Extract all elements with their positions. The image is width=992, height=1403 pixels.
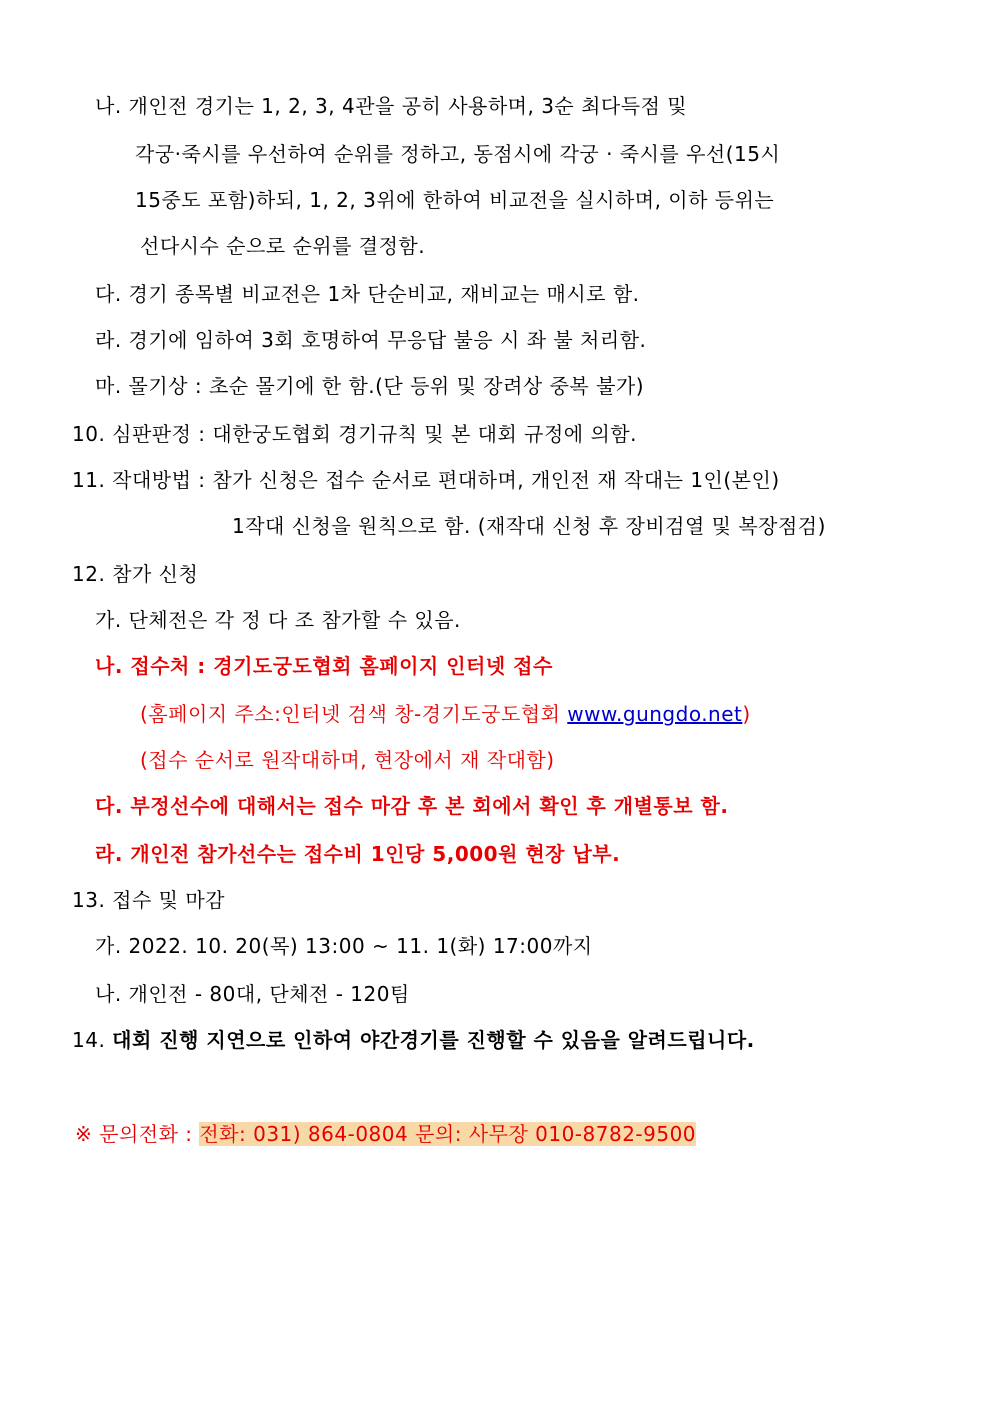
rule-13-ga: 가. 2022. 10. 20(목) 13:00 ~ 11. 1(화) 17:00까지 <box>95 934 593 958</box>
rule-9-na-cont-2: 15중도 포함)하되, 1, 2, 3위에 한하여 비교전을 실시하며, 이하 등위는 <box>135 188 775 212</box>
rule-13-heading: 13. 접수 및 마감 <box>72 888 225 912</box>
rule-9-da: 다. 경기 종목별 비교전은 1차 단순비교, 재비교는 매시로 함. <box>95 282 640 306</box>
rule-9-na-cont-3: 선다시수 순으로 순위를 결정함. <box>140 234 426 258</box>
contact-line <box>75 1120 696 1148</box>
rule-11: 11. 작대방법 : 참가 신청은 접수 순서로 편대하며, 개인전 재 작대는 1인(본인) <box>72 468 780 492</box>
rule-9-na: 나. 개인전 경기는 1, 2, 3, 4관을 공히 사용하며, 3순 최다득점 및 <box>95 94 688 118</box>
rule-12-heading: 12. 참가 신청 <box>72 562 199 586</box>
rule-13-na: 나. 개인전 - 80대, 단체전 - 120팀 <box>95 982 410 1006</box>
rule-14 <box>72 1026 755 1054</box>
rule-12-ra: 라. 개인전 참가선수는 접수비 1인당 5,000원 현장 납부. <box>95 842 621 866</box>
rule-12-na-reception: 나. 접수처 : 경기도궁도협회 홈페이지 인터넷 접수 <box>95 654 553 678</box>
rule-10: 10. 심판판정 : 대한궁도협회 경기규칙 및 본 대회 규정에 의함. <box>72 422 637 446</box>
rule-9-ma: 마. 몰기상 : 초순 몰기에 한 함.(단 등위 및 장려상 중복 불가) <box>95 374 645 398</box>
rule-9-ra: 라. 경기에 임하여 3회 호명하여 무응답 불응 시 좌 불 처리함. <box>95 328 647 352</box>
homepage-link[interactable]: www.gungdo.net <box>567 702 743 726</box>
rule-11-cont: 1작대 신청을 원칙으로 함. (재작대 신청 후 장비검열 및 복장점검) <box>232 514 826 538</box>
rule-12-da: 다. 부정선수에 대해서는 접수 마감 후 본 회에서 확인 후 개별통보 함. <box>95 794 729 818</box>
contact-label: 문의전화 : <box>92 1122 200 1146</box>
rule-14-text: 대회 진행 지연으로 인하여 야간경기를 진행할 수 있음을 알려드립니다. <box>112 1028 755 1052</box>
reference-mark-icon: ※ <box>75 1122 93 1146</box>
rule-12-ga: 가. 단체전은 각 정 다 조 참가할 수 있음. <box>95 608 461 632</box>
rule-12-homepage <box>140 700 751 728</box>
homepage-close: ) <box>742 702 751 726</box>
rule-14-number: 14. <box>72 1028 113 1052</box>
rule-9-na-cont-1: 각궁·죽시를 우선하여 순위를 정하고, 동점시에 각궁 · 죽시를 우선(15시 <box>135 142 781 166</box>
homepage-text: (홈페이지 주소:인터넷 검색 창-경기도궁도협회 <box>140 702 568 726</box>
contact-phone: 전화: 031) 864-0804 문의: 사무장 010-8782-9500 <box>199 1122 697 1146</box>
rule-12-reception-note: (접수 순서로 원작대하며, 현장에서 재 작대함) <box>140 748 555 772</box>
